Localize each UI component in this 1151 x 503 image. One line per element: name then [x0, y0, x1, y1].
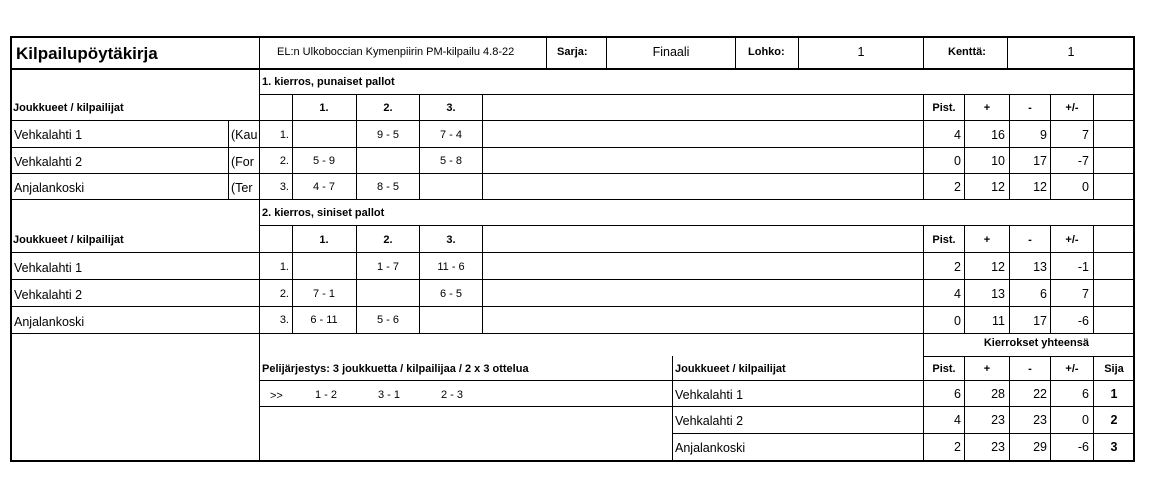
round1-note-1: (Kau — [231, 129, 258, 142]
round2-team-2: Vehkalahti 2 — [14, 288, 83, 302]
round1-plus-1: 16 — [991, 128, 1005, 142]
totals-sija-1: 1 — [1110, 387, 1118, 401]
round1-plus-3: 12 — [991, 180, 1005, 194]
totals-sija-3: 3 — [1110, 440, 1118, 454]
round2-diff-2: 7 — [1082, 287, 1089, 301]
round2-title: 2. kierros, siniset pallot — [262, 207, 385, 219]
round2-minus-2: 6 — [1040, 287, 1047, 301]
round2-team-3: Anjalankoski — [14, 315, 85, 329]
round1-pist-2: 0 — [954, 154, 961, 168]
round1-result-2-3: 5 - 8 — [439, 155, 463, 167]
round1-pist-3: 2 — [954, 180, 961, 194]
round1-team-3: Anjalankoski — [14, 181, 85, 195]
round1-title: 1. kierros, punaiset pallot — [262, 76, 395, 88]
totals-teams-header: Joukkueet / kilpailijat — [675, 363, 786, 375]
round2-result-1-2: 1 - 7 — [376, 261, 400, 273]
round2-plus-header: + — [983, 234, 991, 246]
round1-team-1: Vehkalahti 1 — [14, 128, 83, 142]
round1-game2-header: 2. — [383, 102, 393, 114]
round1-row-number-1: 1. — [279, 129, 289, 141]
sarja-label: Sarja: — [557, 46, 588, 58]
totals-sija-2: 2 — [1110, 413, 1118, 427]
round1-note-2: (For — [231, 156, 254, 169]
totals-diff-2: 0 — [1082, 413, 1089, 427]
totals-title: Kierrokset yhteensä — [983, 337, 1089, 349]
totals-plus-header: + — [983, 363, 991, 375]
totals-team-1: Vehkalahti 1 — [675, 388, 744, 402]
totals-team-2: Vehkalahti 2 — [675, 414, 744, 428]
round2-minus-1: 13 — [1033, 260, 1047, 274]
round1-plus-header: + — [983, 102, 991, 114]
round2-minus-3: 17 — [1033, 314, 1047, 328]
kentta-value: 1 — [1067, 45, 1075, 59]
round2-result-3-2: 5 - 6 — [376, 314, 400, 326]
totals-minus-header: - — [1028, 363, 1032, 375]
round1-game1-header: 1. — [319, 102, 329, 114]
round1-teams-header: Joukkueet / kilpailijat — [13, 102, 124, 114]
totals-diff-1: 6 — [1082, 387, 1089, 401]
round1-game3-header: 3. — [446, 102, 456, 114]
totals-diff-header: +/- — [1065, 363, 1079, 375]
round1-diff-1: 7 — [1082, 128, 1089, 142]
round1-team-2: Vehkalahti 2 — [14, 155, 83, 169]
round1-minus-3: 12 — [1033, 180, 1047, 194]
lohko-value: 1 — [857, 45, 865, 59]
round1-row-number-2: 2. — [279, 155, 289, 167]
round2-team-1: Vehkalahti 1 — [14, 261, 83, 275]
round1-pist-1: 4 — [954, 128, 961, 142]
totals-pist-1: 6 — [954, 387, 961, 401]
round2-result-3-1: 6 - 11 — [310, 314, 338, 326]
round2-teams-header: Joukkueet / kilpailijat — [13, 234, 124, 246]
round1-diff-3: 0 — [1082, 180, 1089, 194]
play-order-arrow: >> — [270, 390, 283, 402]
play-order-match-1: 1 - 2 — [314, 389, 338, 401]
round1-result-3-2: 8 - 5 — [376, 181, 400, 193]
document-title: Kilpailupöytäkirja — [16, 44, 158, 63]
totals-team-3: Anjalankoski — [675, 441, 746, 455]
round2-plus-2: 13 — [991, 287, 1005, 301]
round2-result-2-3: 6 - 5 — [439, 288, 463, 300]
round2-pist-3: 0 — [954, 314, 961, 328]
round2-row-number-1: 1. — [279, 261, 289, 273]
totals-sija-header: Sija — [1104, 363, 1124, 375]
totals-pist-header: Pist. — [932, 363, 956, 375]
round2-plus-1: 12 — [991, 260, 1005, 274]
round1-row-number-3: 3. — [279, 181, 289, 193]
round2-pist-1: 2 — [954, 260, 961, 274]
totals-plus-3: 23 — [991, 440, 1005, 454]
round2-game1-header: 1. — [319, 234, 329, 246]
round2-pist-2: 4 — [954, 287, 961, 301]
round1-diff-2: -7 — [1077, 154, 1089, 168]
round2-pist-header: Pist. — [932, 234, 956, 246]
sarja-value: Finaali — [652, 45, 690, 59]
play-order-match-3: 2 - 3 — [440, 389, 464, 401]
round1-minus-header: - — [1028, 102, 1032, 114]
round1-minus-2: 17 — [1033, 154, 1047, 168]
round2-game3-header: 3. — [446, 234, 456, 246]
play-order-match-2: 3 - 1 — [377, 389, 401, 401]
round2-plus-3: 11 — [992, 314, 1005, 328]
round1-pist-header: Pist. — [932, 102, 956, 114]
totals-pist-2: 4 — [954, 413, 961, 427]
kentta-label: Kenttä: — [948, 46, 986, 58]
round2-game2-header: 2. — [383, 234, 393, 246]
totals-plus-1: 28 — [991, 387, 1005, 401]
round1-minus-1: 9 — [1040, 128, 1047, 142]
event-name: EL:n Ulkoboccian Kymenpiirin PM-kilpailu 4.8-22 — [277, 46, 515, 58]
round2-diff-3: -6 — [1077, 314, 1089, 328]
totals-minus-2: 23 — [1033, 413, 1047, 427]
totals-minus-1: 22 — [1033, 387, 1047, 401]
round2-row-number-3: 3. — [279, 314, 289, 326]
totals-plus-2: 23 — [991, 413, 1005, 427]
play-order-title: Pelijärjestys: 3 joukkuetta / kilpailijaa / 2 x 3 ottelua — [262, 363, 529, 375]
round1-result-2-1: 5 - 9 — [312, 155, 336, 167]
round1-note-3: (Ter — [231, 182, 253, 195]
round1-result-1-3: 7 - 4 — [439, 129, 463, 141]
round2-diff-header: +/- — [1065, 234, 1079, 246]
lohko-label: Lohko: — [748, 46, 785, 58]
round1-result-3-1: 4 - 7 — [312, 181, 336, 193]
round2-result-2-1: 7 - 1 — [312, 288, 336, 300]
round2-diff-1: -1 — [1077, 260, 1089, 274]
round1-diff-header: +/- — [1065, 102, 1079, 114]
totals-minus-3: 29 — [1033, 440, 1047, 454]
totals-pist-3: 2 — [954, 440, 961, 454]
totals-diff-3: -6 — [1077, 440, 1089, 454]
round2-minus-header: - — [1028, 234, 1032, 246]
round1-result-1-2: 9 - 5 — [376, 129, 400, 141]
round2-row-number-2: 2. — [279, 288, 289, 300]
round1-plus-2: 10 — [991, 154, 1005, 168]
round2-result-1-3: 11 - 6 — [437, 261, 465, 273]
